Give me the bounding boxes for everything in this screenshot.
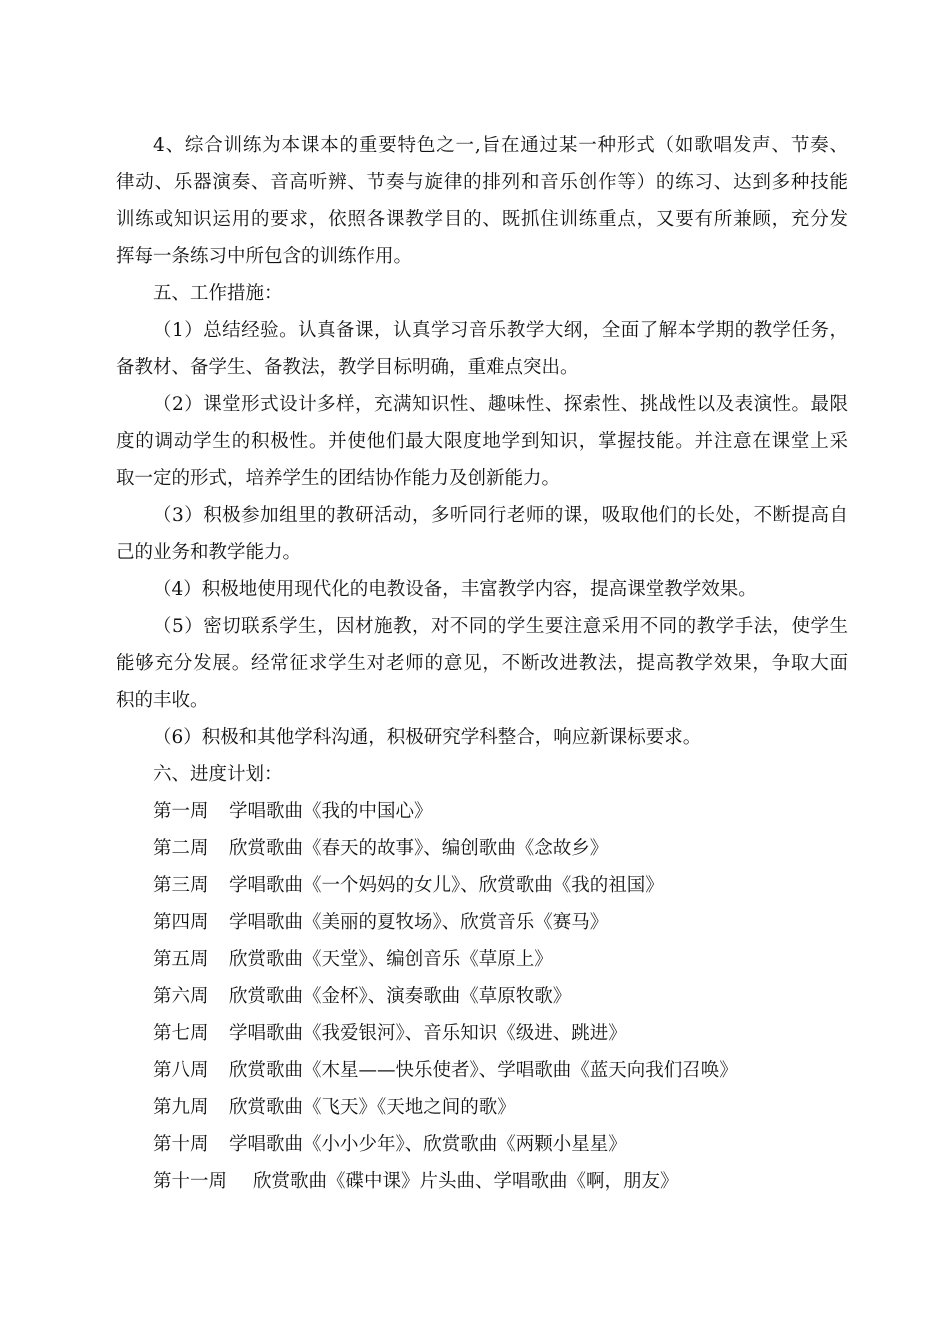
section5-heading: 五、工作措施： — [153, 283, 283, 304]
measure-5-line-3: 积的丰收。 — [116, 690, 209, 711]
week-label: 第十一周 — [153, 1171, 228, 1192]
schedule-row — [153, 984, 571, 1010]
measure-5-line-2: 能够充分发展。经常征求学生对老师的意见，不断改进教法，提高教学效果，争取大面 — [116, 653, 848, 674]
measure-6-line-1: （6）积极和其他学科沟通，积极研究学科整合，响应新课标要求。 — [153, 727, 702, 748]
schedule-row — [153, 873, 664, 899]
para4-line-4: 挥每一条练习中所包含的训练作用。 — [116, 246, 413, 267]
week-label: 第四周 — [153, 912, 209, 933]
schedule-row — [153, 1169, 679, 1195]
week-content: 学唱歌曲《小小少年》、欣赏歌曲《两颗小星星》 — [229, 1134, 627, 1155]
week-content: 欣赏歌曲《春天的故事》、编创歌曲《念故乡》 — [229, 838, 609, 859]
measure-2-line-3: 取一定的形式，培养学生的团结协作能力及创新能力。 — [116, 468, 561, 489]
week-content: 欣赏歌曲《飞天》《天地之间的歌》 — [229, 1097, 516, 1118]
measure-2-line-2: 度的调动学生的积极性。并使他们最大限度地学到知识，掌握技能。并注意在课堂上采 — [116, 431, 848, 452]
week-content: 欣赏歌曲《金杯》、演奏歌曲《草原牧歌》 — [229, 986, 572, 1007]
week-label: 第八周 — [153, 1060, 209, 1081]
week-label: 第九周 — [153, 1097, 209, 1118]
measure-2-line-1: （2）课堂形式设计多样，充满知识性、趣味性、探索性、挑战性以及表演性。最限 — [153, 394, 848, 415]
week-label: 第一周 — [153, 801, 209, 822]
para4-line-2: 律动、乐器演奏、音高听辨、节奏与旋律的排列和音乐创作等）的练习、达到多种技能 — [116, 172, 848, 193]
week-label: 第十周 — [153, 1134, 209, 1155]
section6-heading: 六、进度计划： — [153, 764, 283, 785]
week-content: 学唱歌曲《我爱银河》、音乐知识《级进、跳进》 — [229, 1023, 627, 1044]
measure-1-line-2: 备教材、备学生、备教法，教学目标明确，重难点突出。 — [116, 357, 579, 378]
measure-3-line-1: （3）积极参加组里的教研活动，多听同行老师的课，吸取他们的长处，不断提高自 — [153, 505, 848, 526]
week-content: 欣赏歌曲《碟中课》片头曲、学唱歌曲《啊，朋友》 — [253, 1171, 679, 1192]
week-label: 第三周 — [153, 875, 209, 896]
week-content: 学唱歌曲《美丽的夏牧场》、欣赏音乐《赛马》 — [229, 912, 609, 933]
para4-line-3: 训练或知识运用的要求，依照各课教学目的、既抓住训练重点，又要有所兼顾，充分发 — [116, 209, 848, 230]
schedule-row — [153, 1095, 516, 1121]
week-content: 欣赏歌曲《天堂》、编创音乐《草原上》 — [229, 949, 553, 970]
schedule-row — [153, 1058, 738, 1084]
week-content: 欣赏歌曲《木星——快乐使者》、学唱歌曲《蓝天向我们召唤》 — [229, 1060, 738, 1081]
schedule-row — [153, 799, 433, 825]
measure-1-line-1: （1）总结经验。认真备课，认真学习音乐教学大纲，全面了解本学期的教学任务， — [153, 320, 848, 341]
week-label: 第七周 — [153, 1023, 209, 1044]
schedule-row — [153, 1021, 627, 1047]
measure-5-line-1: （5）密切联系学生，因材施教，对不同的学生要注意采用不同的教学手法，使学生 — [153, 616, 848, 637]
measure-4-line-1: （4）积极地使用现代化的电教设备，丰富教学内容，提高课堂教学效果。 — [153, 579, 757, 600]
measure-3-line-2: 己的业务和教学能力。 — [116, 542, 302, 563]
para4-line-1: 4、综合训练为本课本的重要特色之一,旨在通过某一种形式（如歌唱发声、节奏、 — [153, 135, 848, 156]
week-label: 第二周 — [153, 838, 209, 859]
schedule-row — [153, 1132, 627, 1158]
schedule-row — [153, 947, 553, 973]
week-content: 学唱歌曲《我的中国心》 — [229, 801, 433, 822]
schedule-row — [153, 836, 608, 862]
week-content: 学唱歌曲《一个妈妈的女儿》、欣赏歌曲《我的祖国》 — [229, 875, 664, 896]
week-label: 第六周 — [153, 986, 209, 1007]
week-label: 第五周 — [153, 949, 209, 970]
schedule-row — [153, 910, 608, 936]
